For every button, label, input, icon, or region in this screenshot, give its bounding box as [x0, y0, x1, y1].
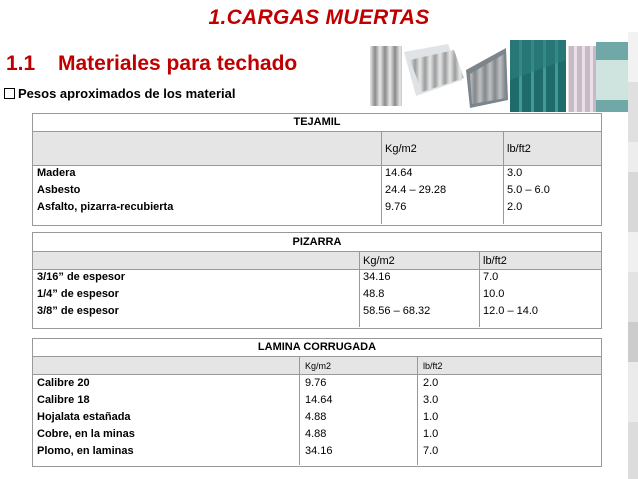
section-title: Materiales para techado: [58, 52, 298, 75]
table-cell: 58.56 – 68.32: [363, 305, 431, 317]
table-column-header: [33, 252, 601, 270]
table-column-header: [33, 132, 601, 166]
column-header-kg: Kg/m2: [385, 142, 417, 155]
slide-title: 1.CARGAS MUERTAS: [208, 6, 430, 29]
pizarra-table: [32, 232, 602, 329]
table-cell: 1/4” de espesor: [37, 288, 119, 300]
column-header-kg: Kg/m2: [305, 360, 332, 371]
table-cell: 2.0: [423, 377, 439, 389]
table-cell: 7.0: [483, 271, 499, 283]
table-cell: 10.0: [483, 288, 505, 300]
lb-column: [423, 375, 438, 460]
kg-column: [385, 165, 446, 216]
table-cell: Asbesto: [37, 184, 81, 196]
column-header-kg: Kg/m2: [363, 254, 395, 267]
table-title: PIZARRA: [33, 233, 601, 252]
table-cell: 1.0: [423, 411, 439, 423]
section-heading: [6, 52, 297, 76]
table-cell: 9.76: [385, 201, 407, 213]
table-cell: Asfalto, pizarra-recubierta: [37, 201, 174, 213]
table-cell: 2.0: [507, 201, 523, 213]
table-cell: 12.0 – 14.0: [483, 305, 539, 317]
table-cell: 14.64: [305, 394, 333, 406]
table-cell: 5.0 – 6.0: [507, 184, 550, 196]
table-cell: 1.0: [423, 428, 439, 440]
kg-column: [363, 269, 430, 320]
table-cell: 4.88: [305, 428, 327, 440]
table-cell: 34.16: [305, 445, 333, 457]
column-header-lb: lb/ft2: [507, 142, 531, 155]
roofing-materials-photo: [370, 40, 628, 112]
square-bullet-icon: [4, 88, 15, 99]
material-column: [37, 165, 173, 216]
table-cell: 24.4 – 29.28: [385, 184, 447, 196]
table-column-header: [33, 357, 601, 375]
table-cell: 3.0: [507, 167, 523, 179]
table-title: TEJAMIL: [33, 114, 601, 132]
table-cell: Calibre 18: [37, 394, 90, 406]
bullet-text: Pesos aproximados de los material: [18, 86, 236, 101]
table-cell: 3/8” de espesor: [37, 305, 119, 317]
lamina-corrugada-table: [32, 338, 602, 467]
kg-column: [305, 375, 333, 460]
column-header-lb: lb/ft2: [423, 360, 443, 371]
table-title: LAMINA CORRUGADA: [33, 339, 601, 357]
table-cell: Hojalata estañada: [37, 411, 131, 423]
table-cell: 34.16: [363, 271, 391, 283]
table-cell: 48.8: [363, 288, 385, 300]
tejamil-table: [32, 113, 602, 226]
material-column: [37, 269, 125, 320]
lb-column: [507, 165, 550, 216]
table-cell: Calibre 20: [37, 377, 90, 389]
table-cell: Madera: [37, 167, 76, 179]
table-cell: 9.76: [305, 377, 327, 389]
bullet-item: [4, 86, 235, 101]
decorative-stripe: [628, 0, 638, 479]
table-cell: 4.88: [305, 411, 327, 423]
table-cell: Cobre, en la minas: [37, 428, 135, 440]
table-cell: Plomo, en laminas: [37, 445, 134, 457]
lb-column: [483, 269, 538, 320]
table-cell: 3.0: [423, 394, 439, 406]
column-header-lb: lb/ft2: [483, 254, 507, 267]
material-column: [37, 375, 135, 460]
table-cell: 7.0: [423, 445, 439, 457]
table-cell: 3/16” de espesor: [37, 271, 126, 283]
table-cell: 14.64: [385, 167, 413, 179]
section-number: 1.1: [6, 52, 36, 75]
